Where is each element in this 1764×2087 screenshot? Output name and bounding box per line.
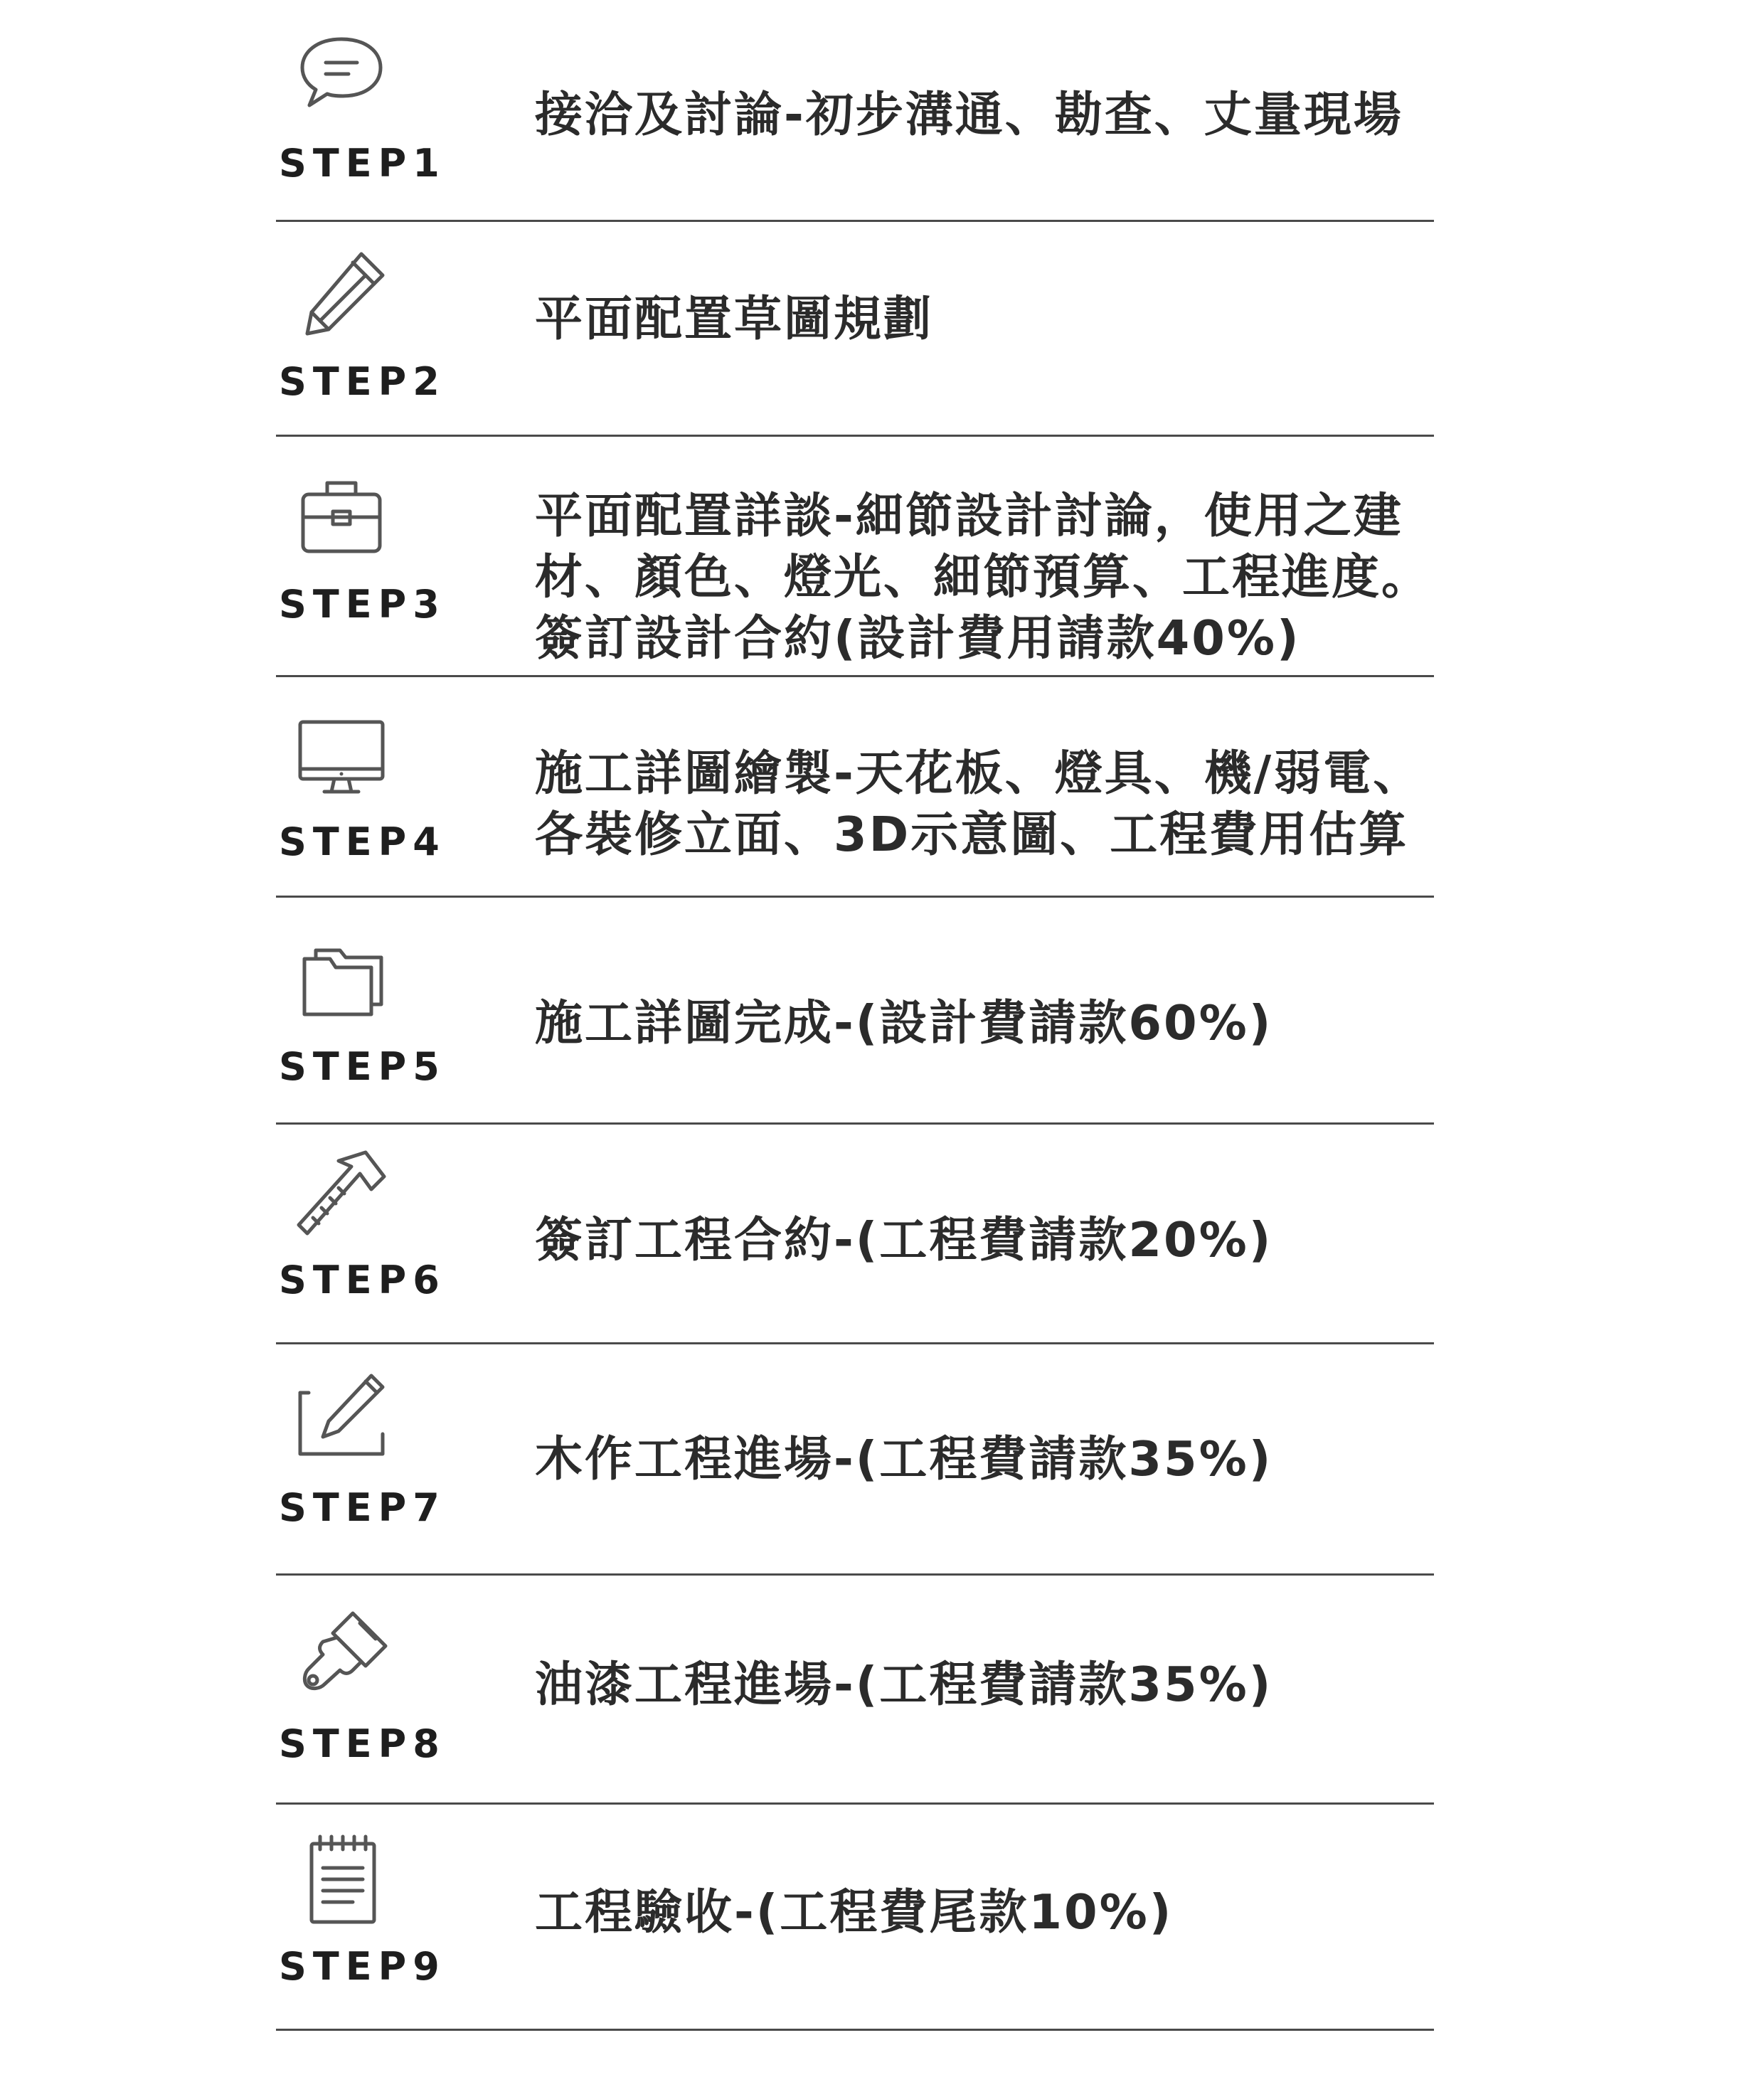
step-label: STEP5 <box>279 1044 446 1089</box>
step-label: STEP6 <box>279 1258 446 1302</box>
monitor-icon <box>292 708 391 807</box>
step-description <box>535 992 1460 1053</box>
step-description <box>535 1654 1460 1715</box>
divider <box>276 1573 1434 1576</box>
ruler-square-icon <box>292 1145 391 1245</box>
description-line: 施工詳圖完成-(設計費請款60%) <box>535 995 1273 1051</box>
step-description <box>535 84 1460 145</box>
description-line: 簽訂設計合約(設計費用請款40%) <box>535 610 1301 666</box>
description-line: 施工詳圖繪製-天花板、燈具、機/弱電、 <box>535 745 1423 801</box>
divider <box>276 896 1434 898</box>
divider <box>276 675 1434 677</box>
paint-brush-icon <box>292 1606 391 1706</box>
step-description <box>535 485 1460 669</box>
description-line: 接洽及討論-初步溝通、勘查、丈量現場 <box>535 87 1403 142</box>
description-line: 各裝修立面、3D示意圖、工程費用估算 <box>535 807 1409 862</box>
step-description <box>535 1209 1460 1270</box>
divider <box>276 220 1434 222</box>
notepad-icon <box>292 1828 391 1928</box>
speech-bubble-icon <box>292 28 391 128</box>
description-line: 平面配置詳談-細節設計討論，使用之建 <box>535 488 1403 543</box>
divider <box>276 1122 1434 1125</box>
divider <box>276 1342 1434 1344</box>
divider <box>276 435 1434 437</box>
description-line: 材、顏色、燈光、細節預算、工程進度。 <box>535 549 1431 605</box>
step-description <box>535 743 1460 865</box>
divider <box>276 2029 1434 2031</box>
folder-icon <box>292 930 391 1030</box>
step-label: STEP7 <box>279 1485 446 1530</box>
pencil-icon <box>292 245 391 345</box>
step-description <box>535 288 1460 349</box>
step-description <box>535 1881 1460 1943</box>
step-label: STEP4 <box>279 819 446 864</box>
description-line: 工程驗收-(工程費尾款10%) <box>535 1884 1174 1940</box>
edit-icon <box>292 1366 391 1465</box>
step-label: STEP2 <box>279 359 446 404</box>
description-line: 平面配置草圖規劃 <box>535 291 933 346</box>
description-line: 簽訂工程合約-(工程費請款20%) <box>535 1212 1273 1268</box>
briefcase-icon <box>292 466 391 565</box>
description-line: 木作工程進場-(工程費請款35%) <box>535 1431 1273 1487</box>
step-label: STEP8 <box>279 1721 446 1766</box>
step-description <box>535 1428 1460 1489</box>
description-line: 油漆工程進場-(工程費請款35%) <box>535 1657 1273 1712</box>
step-label: STEP3 <box>279 582 446 627</box>
step-label: STEP1 <box>279 141 446 186</box>
step-label: STEP9 <box>279 1944 446 1989</box>
divider <box>276 1802 1434 1805</box>
